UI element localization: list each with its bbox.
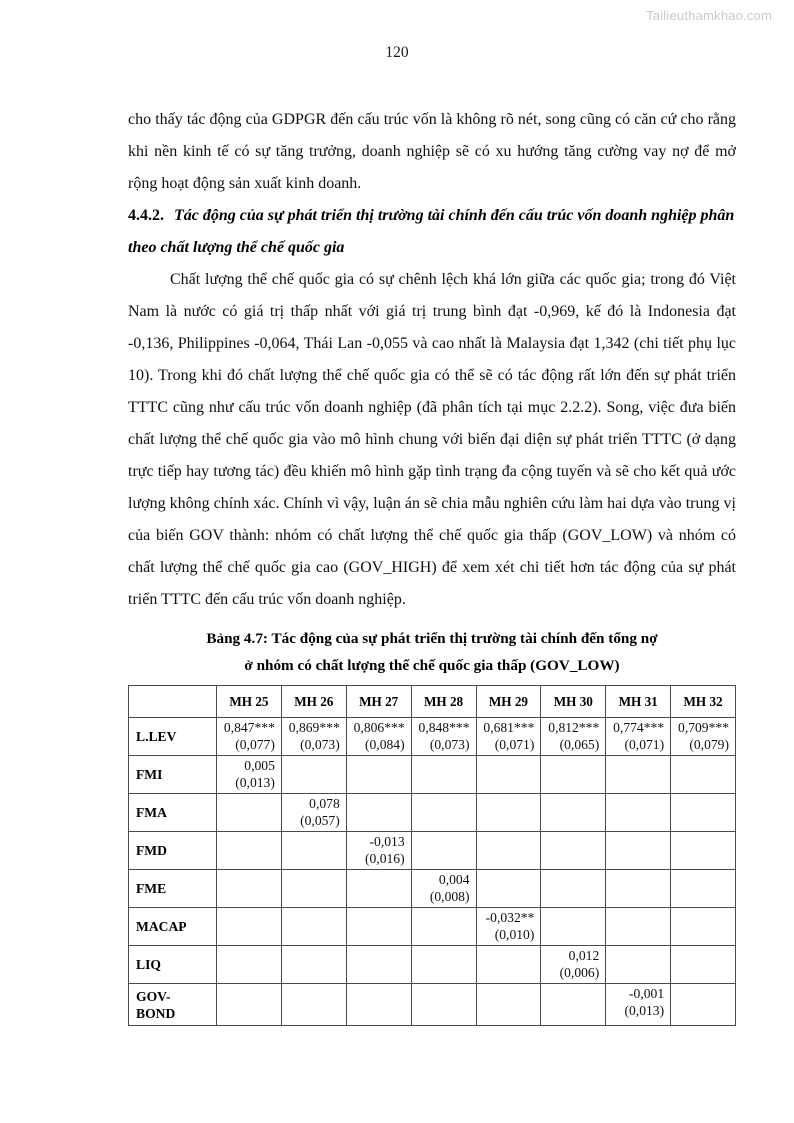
table-cell: [541, 832, 606, 870]
standard-error-value: (0,071): [624, 737, 665, 752]
table-cell: [606, 832, 671, 870]
table-column-header-4: MH 28: [411, 686, 476, 718]
table-body: [129, 718, 736, 1026]
table-cell: [606, 756, 671, 794]
table-row: [129, 908, 736, 946]
table-cell: [281, 946, 346, 984]
table-column-header-7: MH 31: [606, 686, 671, 718]
table-cell: [671, 984, 736, 1026]
table-corner-cell: [129, 686, 217, 718]
table-column-header-2: MH 26: [281, 686, 346, 718]
table-cell: [217, 718, 282, 756]
table-cell: [217, 984, 282, 1026]
table-cell: [606, 984, 671, 1026]
results-table: [128, 685, 736, 1026]
coefficient-value: 0,005: [244, 758, 275, 773]
table-column-header-6: MH 30: [541, 686, 606, 718]
standard-error-value: (0,008): [429, 889, 470, 904]
table-column-header-8: MH 32: [671, 686, 736, 718]
table-cell: [671, 870, 736, 908]
table-cell: [541, 718, 606, 756]
table-row: [129, 984, 736, 1026]
coefficient-value: 0,774***: [613, 720, 665, 735]
table-cell: [411, 870, 476, 908]
table-cell: [476, 870, 541, 908]
table-cell: [476, 756, 541, 794]
table-cell: [541, 984, 606, 1026]
table-row-label: MACAP: [129, 908, 217, 946]
table-cell: [281, 718, 346, 756]
table-cell: [476, 908, 541, 946]
coefficient-value: 0,812***: [548, 720, 600, 735]
standard-error-value: (0,013): [624, 1003, 665, 1018]
table-cell: [281, 756, 346, 794]
standard-error-value: (0,073): [429, 737, 470, 752]
table-row: [129, 946, 736, 984]
table-cell: [346, 794, 411, 832]
table-row-label: FMA: [129, 794, 217, 832]
table-cell: [671, 946, 736, 984]
section-number: 4.4.2.: [128, 207, 164, 224]
table-cell: [281, 832, 346, 870]
table-cell: [281, 870, 346, 908]
watermark-text: Tailieuthamkhao.com: [646, 8, 772, 23]
paragraph-continuation: cho thấy tác động của GDPGR đến cấu trúc vốn là không rõ nét, song cũng có căn cứ cho rằng khi nền kinh tế có sự tăng trưởng, doanh nghiệp sẽ có xu hướng tăng cường vay nợ để mở rộng hoạt động sản xuất kinh doanh.: [128, 111, 736, 192]
table-row: [129, 718, 736, 756]
coefficient-value: 0,709***: [678, 720, 729, 735]
standard-error-value: (0,010): [494, 927, 535, 942]
table-row-label: FMD: [129, 832, 217, 870]
table-column-header-3: MH 27: [346, 686, 411, 718]
table-column-header-1: MH 25: [217, 686, 282, 718]
section-heading-text: Tác động của sự phát triển thị trường tài chính đến cấu trúc vốn doanh nghiệp phân theo chất lượng thể chế quốc gia: [128, 207, 735, 256]
standard-error-value: (0,013): [235, 775, 275, 790]
table-caption-line2: ở nhóm có chất lượng thể chế quốc gia thấp (GOV_LOW): [244, 657, 620, 674]
table-cell: [476, 718, 541, 756]
table-cell: [346, 832, 411, 870]
table-cell: [476, 794, 541, 832]
page-number: 120: [385, 44, 409, 61]
table-cell: [411, 984, 476, 1026]
table-cell: [217, 832, 282, 870]
table-cell: [346, 756, 411, 794]
table-cell: [541, 870, 606, 908]
table-cell: [671, 832, 736, 870]
table-cell: [606, 908, 671, 946]
table-row: [129, 870, 736, 908]
standard-error-value: (0,071): [494, 737, 535, 752]
table-cell: [541, 794, 606, 832]
table-cell: [346, 908, 411, 946]
table-cell: [541, 908, 606, 946]
table-cell: [217, 794, 282, 832]
table-cell: [476, 832, 541, 870]
table-cell: [217, 908, 282, 946]
table-cell: [346, 870, 411, 908]
table-cell: [476, 946, 541, 984]
coefficient-value: 0,681***: [483, 720, 535, 735]
table-cell: [541, 756, 606, 794]
standard-error-value: (0,084): [364, 737, 405, 752]
table-cell: [541, 946, 606, 984]
table-caption-line1: Bảng 4.7: Tác động của sự phát triển thị trường tài chính đến tổng nợ: [206, 630, 658, 647]
table-cell: [411, 794, 476, 832]
table-row-label: FMI: [129, 756, 217, 794]
standard-error-value: (0,065): [559, 737, 600, 752]
paragraph-main: Chất lượng thể chế quốc gia có sự chênh lệch khá lớn giữa các quốc gia; trong đó Việt Nam là nước có giá trị thấp nhất với giá trị trung bình đạt -0,969, kế đó là Indonesia đạt -0,136, Philippines -0,064, Thái Lan -0,055 và cao nhất là Malaysia đạt 1,342 (chi tiết phụ lục 10). Trong khi đó chất lượng thể chế quốc gia có thể sẽ có tác động rất lớn đến sự phát triển TTTC cũng như cấu trúc vốn doanh nghiệp (đã phân tích tại mục 2.2.2). Song, việc đưa biến chất lượng thể chế quốc gia vào mô hình chung với biến đại diện sự phát triển TTTC (ở dạng trực tiếp hay tương tác) đều khiến mô hình gặp tình trạng đa cộng tuyến và sẽ cho kết quả ước lượng không chính xác. Chính vì vậy, luận án sẽ chia mẫu nghiên cứu làm hai dựa vào trung vị của biến GOV thành: nhóm có chất lượng thể chế quốc gia thấp (GOV_LOW) và nhóm có chất lượng thể chế quốc gia cao (GOV_HIGH) để xem xét chi tiết hơn tác động của sự phát triển TTTC đến cấu trúc vốn doanh nghiệp.: [128, 271, 736, 608]
table-cell: [411, 718, 476, 756]
table-cell: [671, 756, 736, 794]
table-cell: [411, 946, 476, 984]
table-row-label: FME: [129, 870, 217, 908]
standard-error-value: (0,057): [300, 813, 340, 828]
table-cell: [217, 756, 282, 794]
table-cell: [346, 946, 411, 984]
table-cell: [411, 908, 476, 946]
table-row-label: LIQ: [129, 946, 217, 984]
table-row-label: GOV- BOND: [129, 984, 217, 1026]
table-column-header-5: MH 29: [476, 686, 541, 718]
table-cell: [346, 984, 411, 1026]
table-cell: [606, 718, 671, 756]
coefficient-value: 0,078: [309, 796, 340, 811]
table-cell: [217, 870, 282, 908]
standard-error-value: (0,016): [364, 851, 405, 866]
table-cell: [281, 908, 346, 946]
table-cell: [606, 946, 671, 984]
standard-error-value: (0,079): [689, 737, 729, 752]
section-heading: [128, 200, 736, 264]
table-cell: [281, 794, 346, 832]
table-row: [129, 794, 736, 832]
page-content: [128, 104, 736, 1026]
table-cell: [476, 984, 541, 1026]
coefficient-value: 0,012: [568, 948, 600, 963]
coefficient-value: 0,847***: [223, 720, 275, 735]
standard-error-value: (0,077): [235, 737, 275, 752]
coefficient-value: 0,848***: [418, 720, 470, 735]
coefficient-value: 0,869***: [288, 720, 340, 735]
table-cell: [411, 756, 476, 794]
table-row: [129, 756, 736, 794]
table-cell: [217, 946, 282, 984]
coefficient-value: -0,013: [369, 834, 405, 849]
table-cell: [671, 908, 736, 946]
table-header-row: [129, 686, 736, 718]
coefficient-value: -0,032**: [485, 910, 535, 925]
standard-error-value: (0,006): [559, 965, 600, 980]
coefficient-value: 0,004: [438, 872, 470, 887]
table-row-label: L.LEV: [129, 718, 217, 756]
standard-error-value: (0,073): [300, 737, 340, 752]
table-row: [129, 832, 736, 870]
coefficient-value: -0,001: [629, 986, 665, 1001]
table-cell: [346, 718, 411, 756]
table-cell: [411, 832, 476, 870]
table-cell: [281, 984, 346, 1026]
coefficient-value: 0,806***: [353, 720, 405, 735]
table-cell: [606, 870, 671, 908]
table-cell: [606, 794, 671, 832]
table-cell: [671, 794, 736, 832]
table-cell: [671, 718, 736, 756]
